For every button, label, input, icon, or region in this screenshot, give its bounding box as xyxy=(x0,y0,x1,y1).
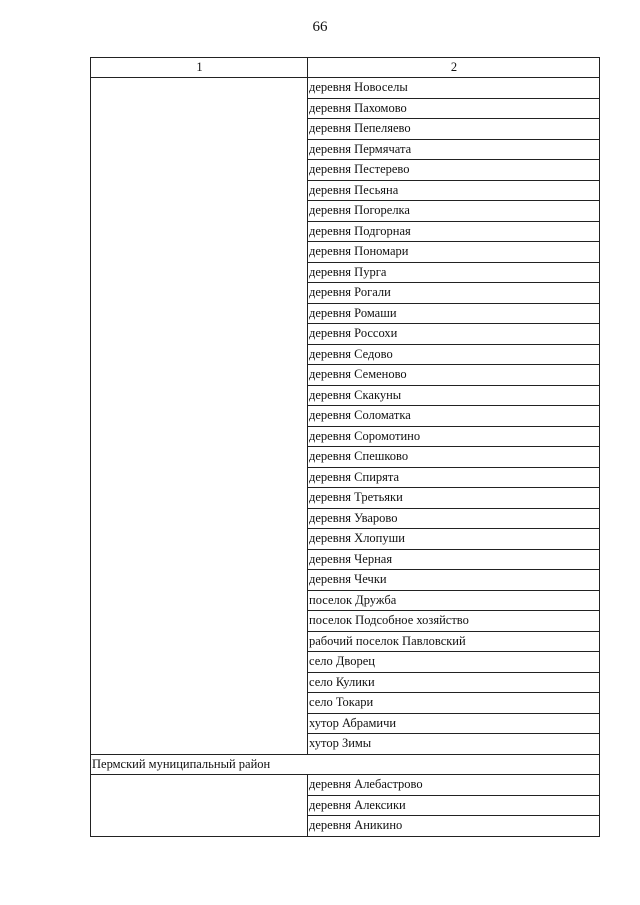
table-header-row xyxy=(91,58,600,78)
settlement-cell: деревня Пермячата xyxy=(308,139,600,160)
settlement-cell: деревня Спешково xyxy=(308,447,600,468)
settlement-cell: деревня Спирята xyxy=(308,467,600,488)
settlement-cell: деревня Подгорная xyxy=(308,221,600,242)
settlement-cell: деревня Пурга xyxy=(308,262,600,283)
district-cell-empty xyxy=(91,775,308,837)
settlement-cell: рабочий поселок Павловский xyxy=(308,631,600,652)
settlement-cell: поселок Подсобное хозяйство xyxy=(308,611,600,632)
page-number: 66 xyxy=(312,19,328,35)
settlement-cell: деревня Россохи xyxy=(308,324,600,345)
settlement-cell: деревня Новоселы xyxy=(308,78,600,99)
settlement-cell: деревня Погорелка xyxy=(308,201,600,222)
settlement-cell: деревня Соромотино xyxy=(308,426,600,447)
settlements-table xyxy=(90,57,600,837)
district-cell-empty xyxy=(91,78,308,755)
column-header-1: 1 xyxy=(91,58,308,78)
settlement-cell: деревня Пепеляево xyxy=(308,119,600,140)
settlement-cell: деревня Аникино xyxy=(308,816,600,837)
settlement-cell: деревня Соломатка xyxy=(308,406,600,427)
settlement-cell: деревня Пономари xyxy=(308,242,600,263)
settlement-cell: деревня Алебастрово xyxy=(308,775,600,796)
settlement-cell: хутор Абрамичи xyxy=(308,713,600,734)
settlement-cell: село Дворец xyxy=(308,652,600,673)
settlement-cell: деревня Чечки xyxy=(308,570,600,591)
settlement-cell: деревня Седово xyxy=(308,344,600,365)
settlement-cell: деревня Пахомово xyxy=(308,98,600,119)
settlement-cell: село Токари xyxy=(308,693,600,714)
settlement-cell: деревня Скакуны xyxy=(308,385,600,406)
table-row xyxy=(91,78,600,99)
settlement-cell: деревня Уварово xyxy=(308,508,600,529)
settlement-cell: деревня Рогали xyxy=(308,283,600,304)
table-row xyxy=(91,775,600,796)
settlement-cell: деревня Черная xyxy=(308,549,600,570)
settlement-cell: деревня Алексики xyxy=(308,795,600,816)
settlement-cell: деревня Пестерево xyxy=(308,160,600,181)
column-header-2: 2 xyxy=(308,58,600,78)
settlement-cell: деревня Ромаши xyxy=(308,303,600,324)
settlement-cell: деревня Песьяна xyxy=(308,180,600,201)
settlement-cell: село Кулики xyxy=(308,672,600,693)
settlement-cell: деревня Хлопуши xyxy=(308,529,600,550)
settlement-cell: деревня Семеново xyxy=(308,365,600,386)
settlement-cell: деревня Третьяки xyxy=(308,488,600,509)
district-row xyxy=(91,754,600,775)
district-name: Пермский муниципальный район xyxy=(91,754,600,775)
settlement-cell: хутор Зимы xyxy=(308,734,600,755)
settlement-cell: поселок Дружба xyxy=(308,590,600,611)
